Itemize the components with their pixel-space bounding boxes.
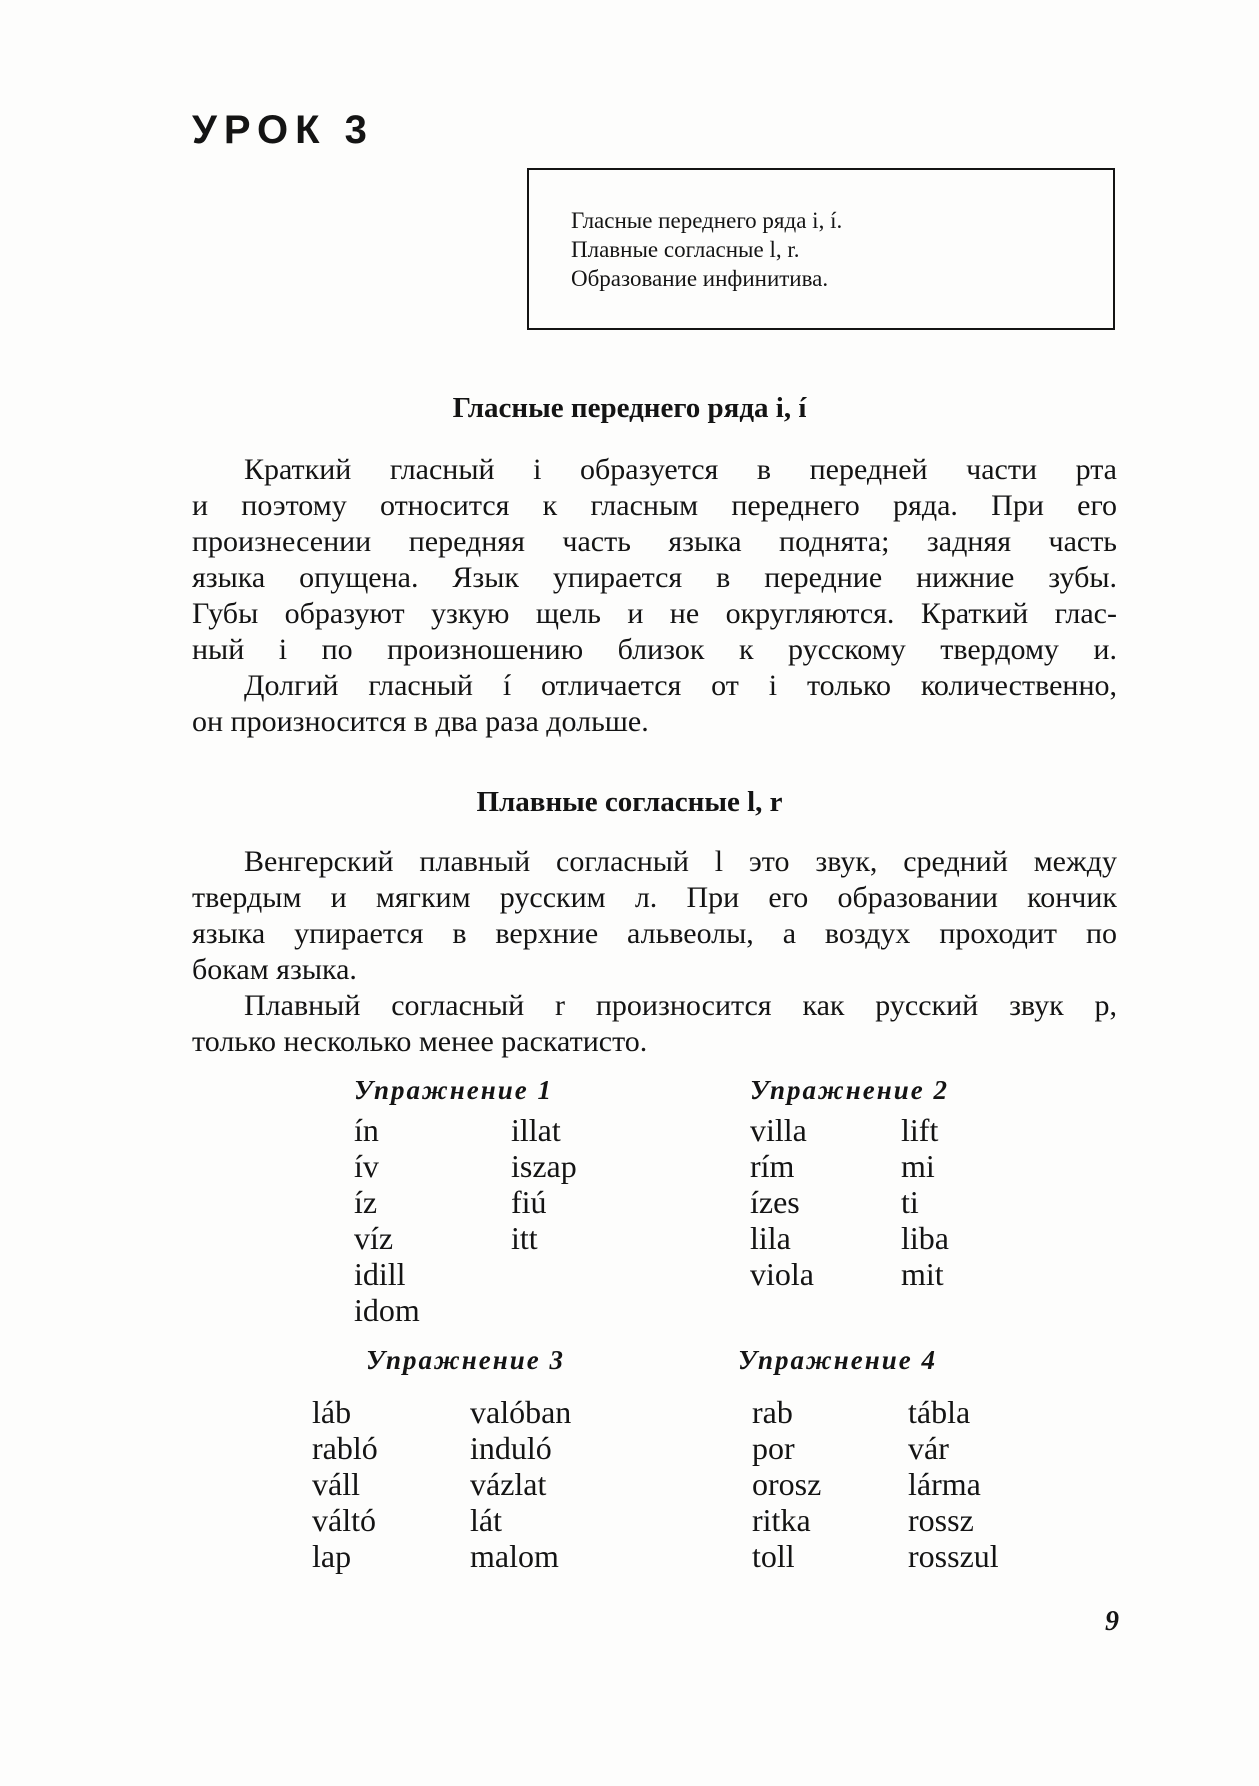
word: orosz [752,1466,822,1502]
section-heading-liquids: Плавные согласные l, r [476,786,783,818]
word: illat [511,1112,561,1148]
word: tábla [908,1394,971,1430]
text-line: он произносится в два раза дольше. [192,705,649,738]
exercise-3-title: Упражнение 3 [366,1345,565,1375]
exercise-4-column-1 [752,1394,821,1574]
word: rabló [312,1430,378,1466]
text-line: ный i по произношению близок к русскому твердому и. [192,633,1117,666]
word: rím [750,1148,795,1184]
text-line: языка упирается в верхние альвеолы, а воздух проходит по [192,917,1117,950]
word: villa [750,1112,807,1148]
exercise-2-column-1 [750,1112,814,1292]
word: íz [354,1184,378,1220]
word: induló [470,1430,552,1466]
word: víz [354,1220,394,1256]
word: ín [354,1112,379,1148]
word: vázlat [470,1466,547,1502]
word: váll [312,1466,360,1502]
word: láb [312,1394,352,1430]
word: toll [752,1538,795,1574]
word: váltó [312,1502,376,1538]
exercise-1-title: Упражнение 1 [354,1075,553,1105]
word: ív [354,1148,379,1184]
exercise-3-column-2 [470,1394,571,1574]
exercise-1-column-2 [511,1112,577,1256]
summary-line: Гласные переднего ряда i, í. [571,208,843,233]
text-line: Краткий гласный i образуется в передней части рта [244,453,1117,486]
word: fiú [511,1184,547,1220]
word: ízes [750,1184,800,1220]
text-line: Плавный согласный r произносится как русский звук р, [244,989,1117,1022]
text-line: только несколько менее раскатисто. [192,1025,648,1058]
section-heading-vowels: Гласные переднего ряда i, í [452,392,807,424]
word: rab [752,1394,793,1430]
paragraph-consonant-r [192,988,1117,1060]
exercise-4-title: Упражнение 4 [738,1345,937,1375]
page-number: 9 [1105,1606,1119,1637]
word: ti [901,1184,919,1220]
paragraph-consonant-l [192,844,1117,988]
exercise-4-column-2 [908,1394,999,1574]
lesson-summary-box [527,168,1115,330]
word: viola [750,1256,814,1292]
word: lift [901,1112,939,1148]
word: por [752,1430,795,1466]
word: lárma [908,1466,981,1502]
paragraph-short-i [192,452,1117,668]
summary-lines [571,206,842,293]
text-line: Венгерский плавный согласный l это звук, средний между [244,845,1117,878]
word: valóban [470,1394,572,1430]
word: rossz [908,1502,974,1538]
text-line: языка опущена. Язык упирается в передние нижние зубы. [192,561,1117,594]
word: vár [908,1430,949,1466]
word: malom [470,1538,559,1574]
summary-line: Образование инфинитива. [571,266,829,291]
lesson-title: УРОК 3 [192,108,374,152]
word: liba [901,1220,949,1256]
text-line: бокам языка. [192,953,357,986]
word: idill [354,1256,406,1292]
text-line: Губы образуют узкую щель и не округляются. Краткий глас- [192,597,1117,630]
text-line: твердым и мягким русским л. При его образовании кончик [192,881,1117,914]
exercise-2-column-2 [901,1112,949,1292]
word: mit [901,1256,944,1292]
text-line: Долгий гласный í отличается от i только количественно, [244,669,1117,702]
exercise-2-title: Упражнение 2 [750,1075,949,1105]
summary-line: Плавные согласные l, r. [571,237,800,262]
word: itt [511,1220,538,1256]
word: lila [750,1220,791,1256]
word: lát [470,1502,502,1538]
exercise-3-column-1 [312,1394,378,1574]
word: mi [901,1148,935,1184]
word: rosszul [908,1538,999,1574]
text-line: и поэтому относится к гласным переднего ряда. При его [192,489,1117,522]
word: ritka [752,1502,811,1538]
paragraph-long-i [192,668,1117,740]
word: iszap [511,1148,577,1184]
exercise-1-column-1 [354,1112,420,1328]
word: lap [312,1538,352,1574]
text-line: произнесении передняя часть языка поднята; задняя часть [192,525,1117,558]
word: idom [354,1292,420,1328]
